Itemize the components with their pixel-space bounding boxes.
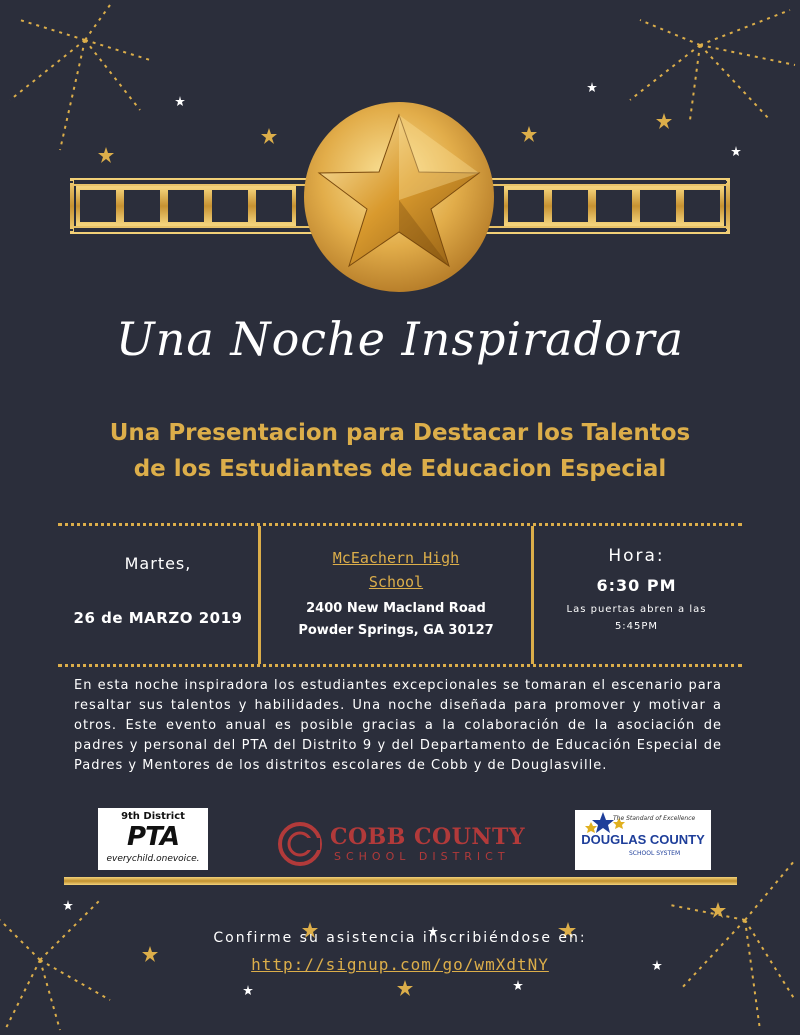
douglas-tagline: The Standard of Excellence — [613, 815, 696, 822]
doors-line2: 5:45PM — [614, 621, 659, 632]
firework-top-right — [630, 10, 795, 120]
venue-address — [261, 598, 531, 642]
star-icon — [243, 985, 253, 995]
doors-open — [531, 601, 742, 635]
event-details — [58, 523, 742, 667]
pta-name: PTA — [127, 822, 179, 852]
douglas-subtitle: SCHOOL SYSTEM — [629, 850, 681, 857]
star-icon — [587, 82, 597, 92]
firework-top-left — [10, 5, 150, 150]
event-day: Martes, — [124, 554, 192, 573]
event-subtitle-line2: de los Estudiantes de Educacion Especial — [133, 456, 667, 482]
pta-district: 9th District — [121, 811, 185, 822]
star-icon — [521, 126, 537, 142]
star-icon — [98, 147, 114, 163]
rsvp-link[interactable]: http://signup.com/go/wmXdtNY — [251, 955, 549, 974]
event-subtitle-line1: Una Presentacion para Destacar los Talentos — [109, 420, 691, 446]
event-description: En esta noche inspiradora los estudiantes excepcionales se tomaran el escenario para resaltar sus talentos y habilidades. Una noche diseñada para promover y motivar a otros. Este evento anual es posible gracias a la colaboración de la asociación de padres y personal del PTA del Distrito 9 y del Departamento de Educación Especial de Padres y Mentores de los distritos escolares de Cobb y de Douglasville. — [74, 678, 722, 773]
douglas-name: DOUGLAS COUNTY — [581, 832, 705, 847]
star-icon — [63, 900, 73, 910]
pta-logo — [98, 808, 208, 870]
time-label: Hora: — [608, 546, 665, 566]
venue-name-line1[interactable]: McEachern High — [332, 549, 460, 567]
cobb-subtitle: SCHOOL DISTRICT — [334, 850, 510, 863]
doors-line1: Las puertas abren a las — [566, 604, 707, 615]
time-column — [531, 526, 742, 664]
star-icon — [513, 980, 523, 990]
gold-divider — [64, 877, 737, 885]
star-icon — [175, 96, 185, 106]
venue-link[interactable] — [261, 546, 531, 594]
star-icon — [397, 980, 413, 996]
star-icon — [261, 128, 277, 144]
event-date: 26 de MARZO 2019 — [73, 609, 243, 627]
event-title: Una Noche Inspiradora — [115, 312, 685, 366]
event-time: 6:30 PM — [596, 576, 677, 595]
star-icon — [710, 902, 726, 918]
star-icon — [656, 113, 672, 129]
rsvp-text: Confirme su asistencia inscribiéndose en: — [213, 930, 587, 946]
venue-name-line2[interactable]: School — [368, 573, 424, 591]
star-icon — [731, 146, 741, 156]
cobb-name: COBB COUNTY — [330, 824, 526, 850]
address-line2: Powder Springs, GA 30127 — [298, 623, 494, 638]
pta-tagline: everychild.onevoice. — [106, 854, 200, 864]
cobb-emblem-icon — [278, 822, 322, 866]
cobb-county-logo — [278, 822, 526, 870]
douglas-county-logo — [575, 810, 711, 870]
date-column — [58, 526, 258, 664]
address-line1: 2400 New Macland Road — [306, 601, 486, 616]
venue-column — [258, 526, 534, 664]
